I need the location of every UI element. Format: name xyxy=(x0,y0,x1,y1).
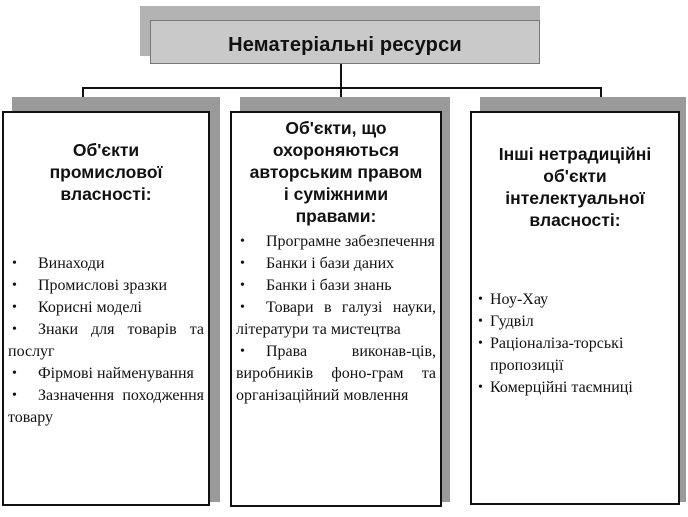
list-item: • Винаходи xyxy=(8,253,204,275)
title-line: промислової xyxy=(49,162,163,182)
title-line: інтелектуальної xyxy=(505,188,645,208)
root-title: Нематеріальні ресурси xyxy=(228,33,462,56)
column-copyright-list xyxy=(232,231,440,407)
root-node xyxy=(150,20,540,64)
list-item: • Зазначення походження товару xyxy=(8,385,204,429)
column-other-list xyxy=(472,289,678,399)
list-item: • Ноу-Хау xyxy=(476,289,674,311)
title-line: Об'єкти xyxy=(72,140,140,160)
list-item: • Раціоналіза-торські пропозиції xyxy=(476,333,674,377)
column-other-title xyxy=(472,143,678,231)
title-line: і суміжними xyxy=(283,184,389,204)
list-item: • Фірмові найменування xyxy=(8,363,204,385)
title-line: охороняються xyxy=(272,140,400,160)
column-industrial-title xyxy=(4,139,208,205)
list-item: • Права виконав-ців, виробників фоно-грам та організаційний мовлення xyxy=(236,341,436,407)
title-line: авторським правом xyxy=(249,162,423,182)
column-other-ip-objects xyxy=(470,111,680,505)
list-item: • Знаки для товарів та послуг xyxy=(8,319,204,363)
title-line: власності: xyxy=(529,210,621,230)
connector-root-down xyxy=(340,64,342,88)
title-line: власності: xyxy=(60,184,152,204)
list-item: • Банки і бази даних xyxy=(236,253,436,275)
list-item: • Промислові зразки xyxy=(8,275,204,297)
list-item: • Комерційні таємниці xyxy=(476,377,674,399)
list-item: • Корисні моделі xyxy=(8,297,204,319)
title-line: об'єкти xyxy=(543,166,607,186)
title-line: Об'єкти, що xyxy=(285,118,387,138)
list-item: • Банки і бази знань xyxy=(236,275,436,297)
list-item: • Гудвіл xyxy=(476,311,674,333)
list-item: • Товари в галузі науки, літератури та мистецтва xyxy=(236,297,436,341)
column-industrial-list xyxy=(4,253,208,429)
column-copyright-title xyxy=(232,117,440,227)
column-industrial-property xyxy=(2,111,210,506)
title-line: правами: xyxy=(295,206,377,226)
column-copyright-objects xyxy=(230,111,442,507)
title-line: Інші нетрадиційні xyxy=(498,144,652,164)
list-item: • Програмне забезпечення xyxy=(236,231,436,253)
connector-horizontal xyxy=(82,87,602,89)
